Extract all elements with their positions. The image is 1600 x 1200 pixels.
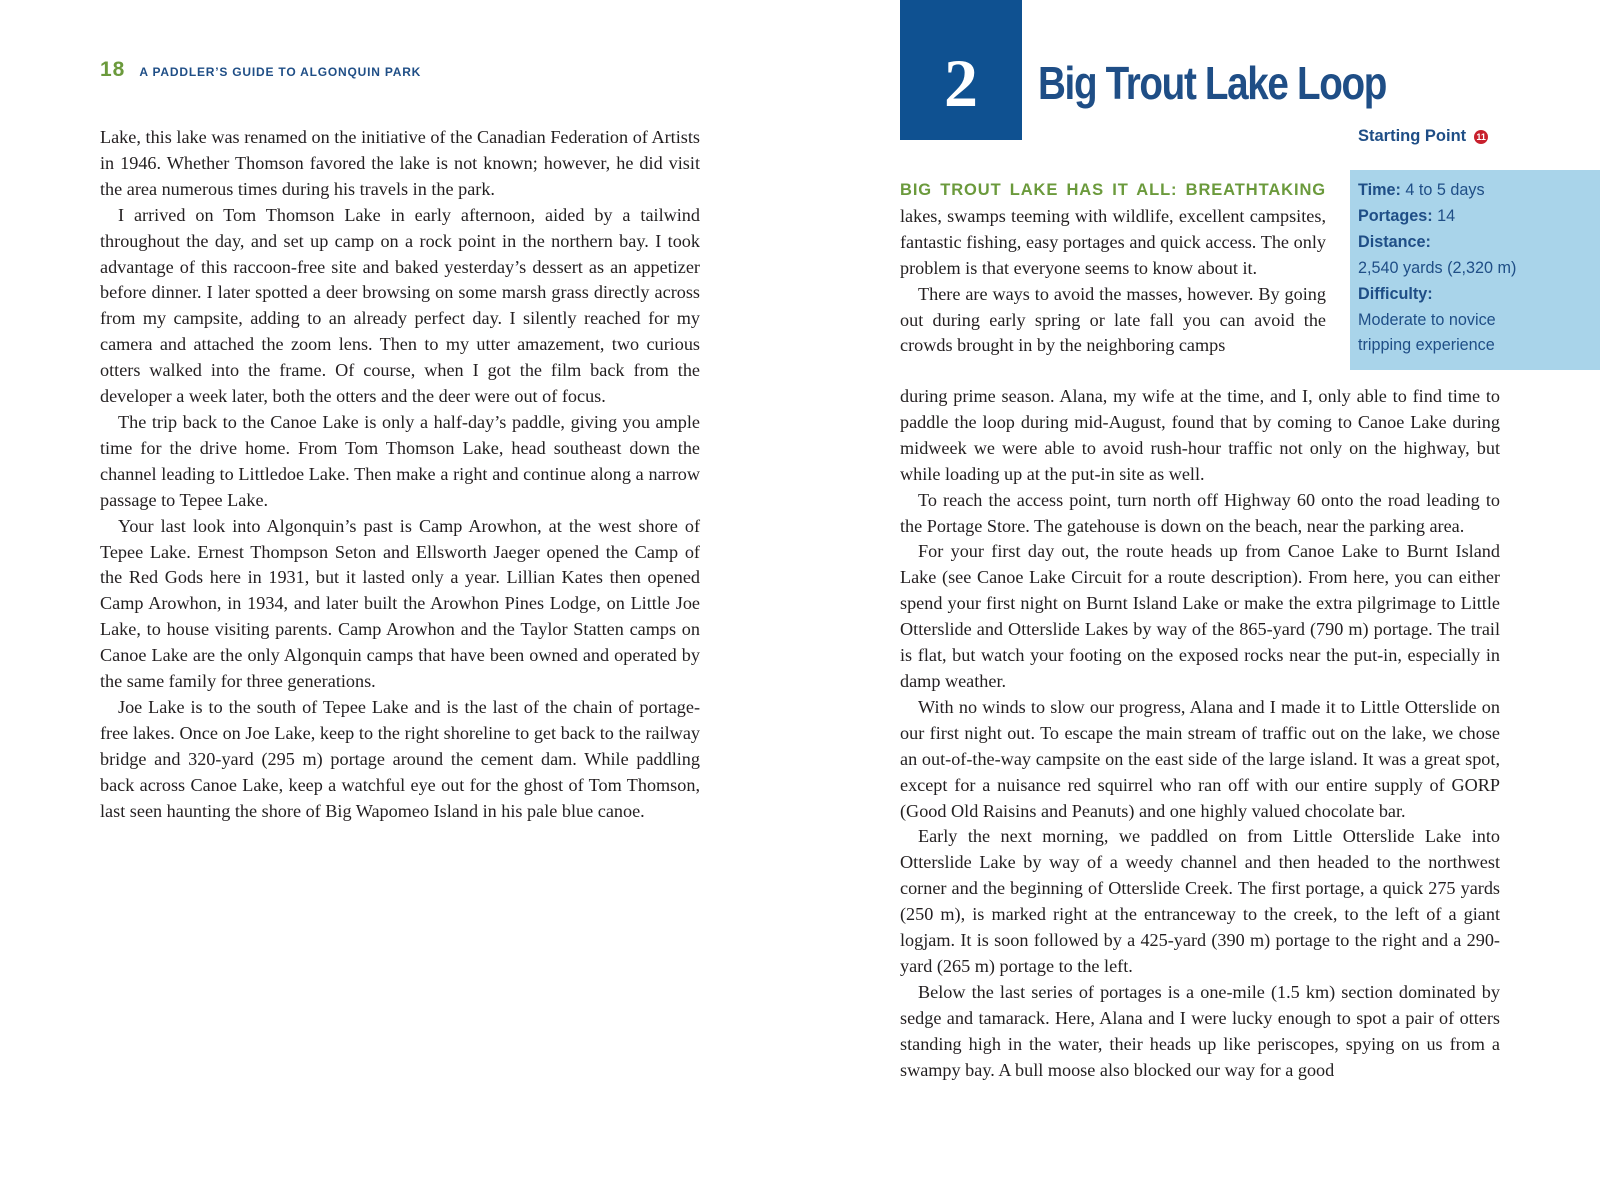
- paragraph: To reach the access point, turn north off Highway 60 onto the road leading to the Portage Store. The gatehouse is down on the beach, near the parking area.: [900, 489, 1500, 536]
- difficulty-value-line1: Moderate to novice: [1358, 310, 1496, 329]
- paragraph: Lake, this lake was renamed on the initiative of the Canadian Federation of Artists in 1946. Whether Thomson favored the lake is not known; however, he did visit the area numerous times during his travels in the park.: [100, 127, 700, 199]
- paragraph: For your first day out, the route heads up from Canoe Lake to Burnt Island Lake (see Canoe Lake Circuit for a route description). From here, you can either spend your first night on Burnt Island Lake or make the extra pilgrimage to Little Otterslide and Otterslide Lakes by way of the 865-yard (790 m) portage. The trail is flat, but watch your footing on the exposed rocks near the put-in, especially in damp weather.: [900, 541, 1500, 691]
- trip-info-box: [1350, 170, 1600, 370]
- left-body-text: [100, 125, 700, 824]
- starting-point-badge: 11: [1474, 130, 1488, 144]
- intro-paragraph: [900, 177, 1326, 282]
- paragraph: The trip back to the Canoe Lake is only a half-day’s paddle, giving you ample time for the drive home. From Tom Thomson Lake, head southeast down the channel leading to Littledoe Lake. Then make a right and continue along a narrow passage to Tepee Lake.: [100, 411, 700, 510]
- chapter-title: Big Trout Lake Loop: [1038, 57, 1386, 109]
- page-number: 18: [100, 58, 126, 81]
- paragraph: Early the next morning, we paddled on from Little Otterslide Lake into Otterslide Lake by way of a weedy channel and then headed to the northwest corner and the beginning of Otterslide Creek. The first portage, a quick 275 yards (250 m), is marked right at the entranceway to the creek, to the left of a giant logjam. It is soon followed by a 425-yard (390 m) portage to the right and a 290-yard (265 m) portage to the left.: [900, 826, 1500, 976]
- intro-body: lakes, swamps teeming with wildlife, excellent campsites, fantastic fishing, easy portages and quick access. The only problem is that everyone seems to know about it.: [900, 205, 1326, 278]
- paragraph: With no winds to slow our progress, Alana and I made it to Little Otterslide on our first night out. To escape the main stream of traffic out on the lake, we chose an out-of-the-way campsite on the east side of the large island. It was a great spot, except for a nuisance red squirrel who ran off with our entire supply of GORP (Good Old Raisins and Peanuts) and one highly valued chocolate bar.: [900, 696, 1500, 821]
- difficulty-label: Difficulty:: [1358, 284, 1433, 303]
- right-page: [800, 0, 1600, 1200]
- portages-value: 14: [1437, 206, 1456, 225]
- time-row: [1358, 178, 1592, 204]
- portages-row: [1358, 204, 1592, 230]
- wrap-paragraph-start: There are ways to avoid the masses, however. By going out during early spring or late fall you can avoid the crowds brought in by the neighboring camps: [900, 283, 1326, 356]
- paragraph: Joe Lake is to the south of Tepee Lake and is the last of the chain of portage-free lakes. Once on Joe Lake, keep to the right shoreline to get back to the railway bridge and 320-yard (295 m) portage around the cement dam. While paddling back across Canoe Lake, keep a watchful eye out for the ghost of Tom Thomson, last seen haunting the shore of Big Wapomeo Island in his pale blue canoe.: [100, 696, 700, 821]
- running-title: A PADDLER’S GUIDE TO ALGONQUIN PARK: [139, 65, 422, 79]
- difficulty-value-line2: tripping experience: [1358, 336, 1495, 355]
- portages-label: Portages:: [1358, 206, 1433, 225]
- right-body-text: [900, 384, 1500, 1083]
- intro-text: [900, 177, 1326, 359]
- lead-in: BIG TROUT LAKE HAS IT ALL: BREATHTAKING: [900, 181, 1326, 199]
- distance-value: 2,540 yards (2,320 m): [1358, 258, 1517, 277]
- time-label: Time:: [1358, 181, 1401, 199]
- running-head: [100, 58, 421, 82]
- distance-label: Distance:: [1358, 232, 1431, 251]
- chapter-number-box: [900, 0, 1022, 140]
- starting-point-label: Starting Point: [1358, 127, 1467, 145]
- paragraph: Below the last series of portages is a one-mile (1.5 km) section dominated by sedge and tamarack. Here, Alana and I were lucky enough to spot a pair of otters standing high in the water, their heads up like periscopes, spying on us from a swampy bay. A bull moose also blocked our way for a good: [900, 981, 1500, 1080]
- starting-point: [1358, 127, 1488, 146]
- paragraph: I arrived on Tom Thomson Lake in early afternoon, aided by a tailwind throughout the day, and set up camp on a rock point in the northern bay. I took advantage of this raccoon-free site and baked yesterday’s dessert as an appetizer before dinner. I later spotted a deer browsing on some marsh grass directly across from my campsite, adding to an already perfect day. I silently reached for my camera and attached the zoom lens. Then to my utter amazement, two curious otters walked into the frame. Of course, when I got the film back from the developer a week later, both the otters and the deer were out of focus.: [100, 204, 700, 407]
- paragraph: during prime season. Alana, my wife at the time, and I, only able to find time to paddle the loop during mid-August, found that by coming to Canoe Lake during midweek we were able to avoid rush-hour traffic not only on the highway, but while loading up at the put-in site as well.: [900, 386, 1500, 484]
- chapter-number: 2: [944, 44, 978, 121]
- time-value: 4 to 5 days: [1405, 181, 1485, 199]
- paragraph: Your last look into Algonquin’s past is Camp Arowhon, at the west shore of Tepee Lake. Ernest Thompson Seton and Ellsworth Jaeger opened the Camp of the Red Gods here in 1931, but it lasted only a year. Lillian Kates then opened Camp Arowhon, in 1934, and later built the Arowhon Pines Lodge, on Little Joe Lake, to house visiting parents. Camp Arowhon and the Taylor Statten camps on Canoe Lake are the only Algonquin camps that have been owned and operated by the same family for three generations.: [100, 515, 700, 692]
